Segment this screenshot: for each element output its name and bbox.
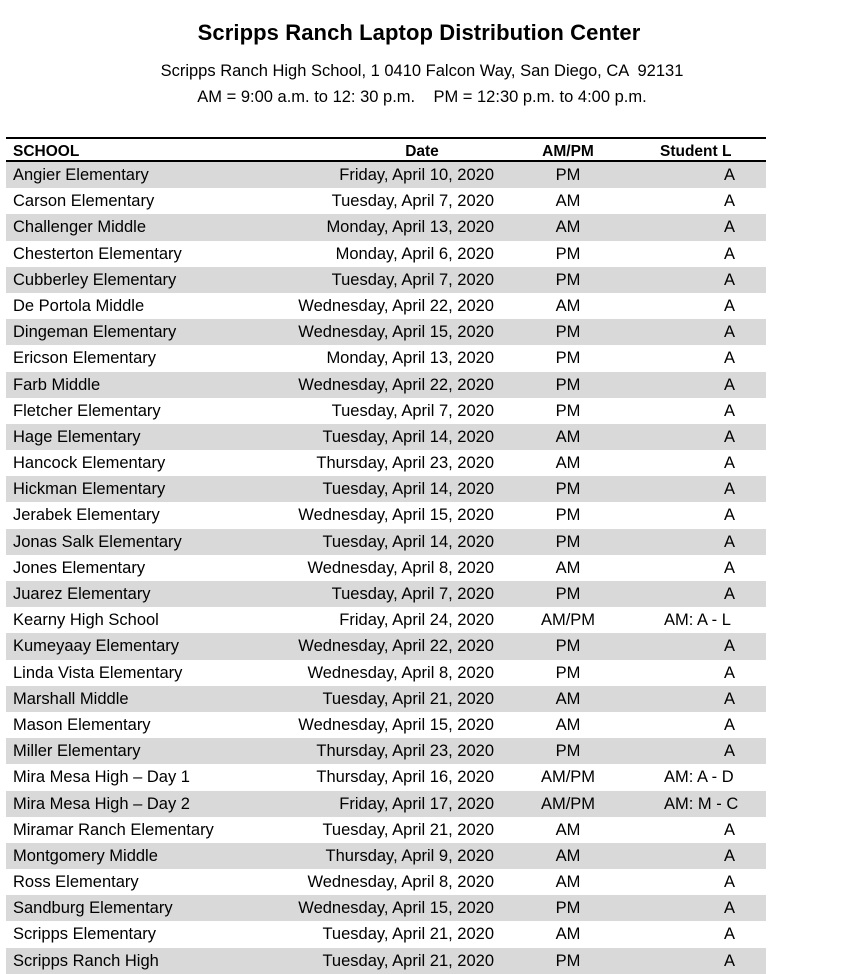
school-cell: Miramar Ranch Elementary [13,820,214,839]
school-cell: Farb Middle [13,375,101,394]
ampm-cell: AM/PM [540,768,596,787]
date-cell: Tuesday, April 7, 2020 [331,401,494,420]
ampm-cell: AM [555,689,581,708]
date-cell: Thursday, April 23, 2020 [316,742,494,761]
ampm-cell: PM [555,270,581,289]
ampm-cell: PM [555,742,581,761]
date-cell: Friday, April 24, 2020 [339,611,494,630]
student-cell: A [724,166,736,184]
table-row [6,607,766,633]
date-cell: Thursday, April 23, 2020 [316,454,494,473]
date-cell: Tuesday, April 14, 2020 [322,480,494,499]
student-cell: A [724,925,736,944]
student-cell: AM: A - L [664,611,731,630]
student-cell: A [724,899,736,918]
ampm-cell: PM [555,951,581,970]
ampm-cell: AM [555,820,581,839]
school-cell: Chesterton Elementary [13,244,182,263]
table-row [6,502,766,528]
column-header-student: Student L [660,143,732,160]
school-cell: Challenger Middle [13,218,146,237]
student-cell: A [724,323,736,342]
table-row [6,162,766,188]
table-row [6,398,766,424]
ampm-cell: AM [555,846,581,865]
table-row [6,529,766,555]
column-header-date: Date [405,143,439,160]
student-cell: AM: A - D [664,768,734,787]
school-cell: Hancock Elementary [13,454,166,473]
date-cell: Tuesday, April 21, 2020 [322,689,494,708]
date-cell: Thursday, April 9, 2020 [325,846,494,865]
date-cell: Wednesday, April 8, 2020 [307,663,494,682]
date-cell: Tuesday, April 21, 2020 [322,951,494,970]
date-cell: Wednesday, April 15, 2020 [298,715,494,734]
table-row [6,895,766,921]
date-cell: Wednesday, April 22, 2020 [298,375,494,394]
table-row [6,633,766,659]
school-cell: Kumeyaay Elementary [13,637,179,656]
table-row [6,424,766,450]
school-cell: Linda Vista Elementary [13,663,183,682]
school-cell: Miller Elementary [13,742,141,761]
school-cell: Carson Elementary [13,192,155,211]
ampm-cell: PM [555,401,581,420]
table-body [6,162,766,974]
student-cell: A [724,218,736,237]
column-header-ampm: AM/PM [542,143,594,160]
school-cell: Hickman Elementary [13,480,166,499]
ampm-cell: PM [555,663,581,682]
date-cell: Wednesday, April 8, 2020 [307,873,494,892]
student-cell: A [724,506,736,525]
school-cell: Jerabek Elementary [13,506,160,525]
ampm-cell: AM [555,427,581,446]
document-title: Scripps Ranch Laptop Distribution Center [197,20,641,45]
table-row [6,241,766,267]
ampm-cell: PM [555,585,581,603]
school-cell: Fletcher Elementary [13,401,161,420]
school-cell: Dingeman Elementary [13,323,177,342]
date-cell: Monday, April 13, 2020 [326,218,494,237]
date-cell: Tuesday, April 7, 2020 [331,585,494,603]
table-row [6,188,766,214]
date-cell: Wednesday, April 8, 2020 [307,558,494,577]
student-cell: A [724,558,736,577]
date-cell: Tuesday, April 21, 2020 [322,925,494,944]
school-cell: Sandburg Elementary [13,899,173,918]
date-cell: Tuesday, April 14, 2020 [322,532,494,551]
school-cell: Marshall Middle [13,689,129,708]
table-row [6,293,766,319]
date-cell: Tuesday, April 7, 2020 [331,270,494,289]
date-cell: Thursday, April 16, 2020 [316,768,494,787]
school-cell: Kearny High School [13,611,159,630]
table-row [6,869,766,895]
table-row [6,555,766,581]
ampm-cell: PM [555,899,581,918]
student-cell: A [724,689,736,708]
school-cell: Montgomery Middle [13,846,158,865]
ampm-cell: PM [555,166,581,184]
school-cell: Hage Elementary [13,427,141,446]
date-cell: Wednesday, April 22, 2020 [298,637,494,656]
table-row [6,738,766,764]
student-cell: AM: M - C [664,794,739,813]
student-cell: A [724,532,736,551]
student-cell: A [724,401,736,420]
table-row [6,476,766,502]
date-cell: Wednesday, April 15, 2020 [298,899,494,918]
school-cell: Mason Elementary [13,715,151,734]
student-cell: A [724,873,736,892]
table-row [6,214,766,240]
school-cell: Jones Elementary [13,558,146,577]
student-cell: A [724,244,736,263]
ampm-cell: AM [555,454,581,473]
date-cell: Friday, April 17, 2020 [339,794,494,813]
date-cell: Tuesday, April 14, 2020 [322,427,494,446]
student-cell: A [724,637,736,656]
table-row [6,686,766,712]
school-cell: Ericson Elementary [13,349,157,368]
table-row [6,345,766,371]
table-row [6,712,766,738]
date-cell: Tuesday, April 7, 2020 [331,192,494,211]
date-cell: Tuesday, April 21, 2020 [322,820,494,839]
table-row [6,764,766,790]
student-cell: A [724,270,736,289]
student-cell: A [724,296,736,315]
ampm-cell: AM/PM [540,794,596,813]
student-cell: A [724,192,736,211]
ampm-cell: PM [555,375,581,394]
distribution-table [6,137,766,974]
student-cell: A [724,663,736,682]
school-cell: Angier Elementary [13,166,149,184]
school-cell: Mira Mesa High – Day 1 [13,768,190,787]
date-cell: Monday, April 13, 2020 [326,349,494,368]
date-cell: Friday, April 10, 2020 [339,166,494,184]
school-cell: Scripps Ranch High [13,951,159,970]
student-cell: A [724,951,736,970]
ampm-cell: PM [555,532,581,551]
school-cell: Ross Elementary [13,873,139,892]
ampm-cell: PM [555,323,581,342]
ampm-cell: AM [555,218,581,237]
student-cell: A [724,585,736,603]
student-cell: A [724,742,736,761]
school-cell: Cubberley Elementary [13,270,177,289]
table-row [6,267,766,293]
student-cell: A [724,715,736,734]
date-cell: Monday, April 6, 2020 [335,244,494,263]
student-cell: A [724,427,736,446]
ampm-cell: PM [555,637,581,656]
ampm-cell: AM/PM [540,611,596,630]
school-cell: De Portola Middle [13,296,145,315]
date-cell: Wednesday, April 15, 2020 [298,323,494,342]
table-row [6,921,766,947]
ampm-cell: AM [555,558,581,577]
table-row [6,372,766,398]
student-cell: A [724,349,736,368]
date-cell: Wednesday, April 22, 2020 [298,296,494,315]
ampm-cell: AM [555,296,581,315]
ampm-cell: PM [555,480,581,499]
school-cell: Juarez Elementary [13,585,151,603]
column-header-school: SCHOOL [13,143,80,160]
ampm-cell: AM [555,873,581,892]
student-cell: A [724,820,736,839]
ampm-cell: AM [555,925,581,944]
table-row [6,817,766,843]
address-line: Scripps Ranch High School, 1 0410 Falcon Way, San Diego, CA 92131 [160,62,684,80]
table-row [6,660,766,686]
ampm-cell: PM [555,506,581,525]
date-cell: Wednesday, April 15, 2020 [298,506,494,525]
table-row [6,791,766,817]
student-cell: A [724,375,736,394]
table-header-row [6,137,766,162]
school-cell: Jonas Salk Elementary [13,532,182,551]
ampm-cell: AM [555,715,581,734]
school-cell: Mira Mesa High – Day 2 [13,794,190,813]
school-cell: Scripps Elementary [13,925,157,944]
hours-line: AM = 9:00 a.m. to 12: 30 p.m. PM = 12:30 p.m. to 4:00 p.m. [197,88,647,106]
table-row [6,450,766,476]
ampm-cell: PM [555,244,581,263]
table-row [6,319,766,345]
student-cell: A [724,480,736,499]
ampm-cell: AM [555,192,581,211]
table-row [6,948,766,974]
table-row [6,581,766,607]
ampm-cell: PM [555,349,581,368]
student-cell: A [724,846,736,865]
student-cell: A [724,454,736,473]
table-row [6,843,766,869]
